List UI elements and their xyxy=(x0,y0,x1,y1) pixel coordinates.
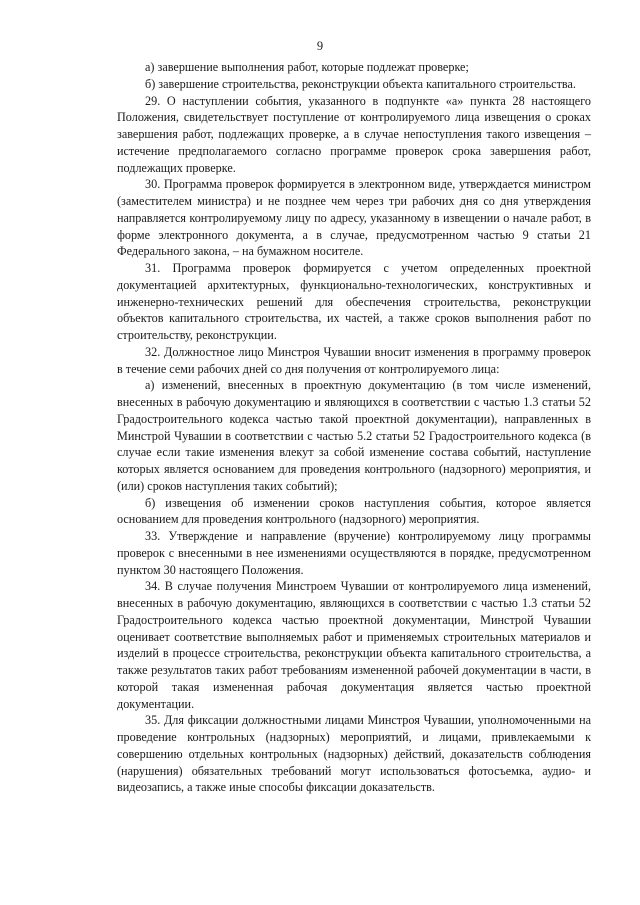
document-body xyxy=(117,59,591,796)
page-number: 9 xyxy=(316,39,324,53)
paragraph-28b: б) завершение строительства, реконструкции объекта капитального строительства. xyxy=(145,76,576,91)
paragraph-31: 31. Программа проверок формируется с учетом определенных проектной документацией архитектурных, функционально-технологических, конструктивных и инженерно-технических решений для обеспечения строительства, реконструкции объектов капитального строительства, их частей, а также сроков выполнения работ по строительству, реконструкции. xyxy=(117,261,591,342)
paragraph-33: 33. Утверждение и направление (вручение) контролируемому лицу программы проверок с внесенными в нее изменениями осуществляются в порядке, предусмотренном пунктом 30 настоящего Положения. xyxy=(117,529,591,577)
paragraph-32: 32. Должностное лицо Минстроя Чувашии вносит изменения в программу проверок в течение семи рабочих дней со дня получения от контролируемого лица: xyxy=(117,344,591,376)
paragraph-28a: а) завершение выполнения работ, которые подлежат проверке; xyxy=(145,60,469,74)
paragraph-32b: б) извещения об изменении сроков наступления события, которое является основанием для проведения контрольного (надзорного) мероприятия. xyxy=(117,495,591,527)
paragraph-32a: а) изменений, внесенных в проектную документацию (в том числе изменений, внесенных в рабочую документацию и являющихся в соответствии с частью 1.3 статьи 52 Градостроительного кодекса частью такой проектной документации), направленных в Минстрой Чувашии в соответствии с частью 5.2 статьи 52 Градостроительного кодекса (в случае если такие изменения влекут за собой изменение состава событий, наступление которых является основанием для проведения контрольного (надзорного) мероприятия, и (или) сроков наступления таких событий); xyxy=(117,378,591,493)
paragraph-29: 29. О наступлении события, указанного в подпункте «а» пункта 28 настоящего Положения, свидетельствует поступление от контролируемого лица извещения о сроках завершения работ, подлежащих проверке, а в случае непоступления такого извещения – истечение предполагаемого согласно программе проверок срока завершения работ, подлежащих проверке. xyxy=(117,93,591,175)
paragraph-35: 35. Для фиксации должностными лицами Минстроя Чувашии, уполномоченными на проведение контрольных (надзорных) мероприятий, и лицами, привлекаемыми к совершению отдельных контрольных (надзорных) действий, доказательств соблюдения (нарушения) обязательных требований могут использоваться фотосъемка, аудио- и видеозапись, а также иные способы фиксации доказательств. xyxy=(117,713,591,795)
paragraph-34: 34. В случае получения Минстроем Чувашии от контролируемого лица изменений, внесенных в рабочую документацию, являющихся в соответствии с частью 1.3 статьи 52 Градостроительного кодекса частью проектной документации, Минстрой Чувашии оценивает соответствие выполняемых работ и применяемых строительных материалов и изделий в процессе строительства, реконструкции объекта капитального строительства, а также результатов таких работ требованиям измененной рабочей документации в части, в которой такая измененная рабочая документация является частью проектной документации. xyxy=(117,579,591,711)
paragraph-30: 30. Программа проверок формируется в электронном виде, утверждается министром (заместителем министра) и не позднее чем через три рабочих дня со дня утверждения направляется контролируемому лицу по адресу, указанному в извещении о начале работ, в форме электронного документа, а в случае, предусмотренном частью 9 статьи 21 Федерального закона, – на бумажном носителе. xyxy=(117,177,591,259)
